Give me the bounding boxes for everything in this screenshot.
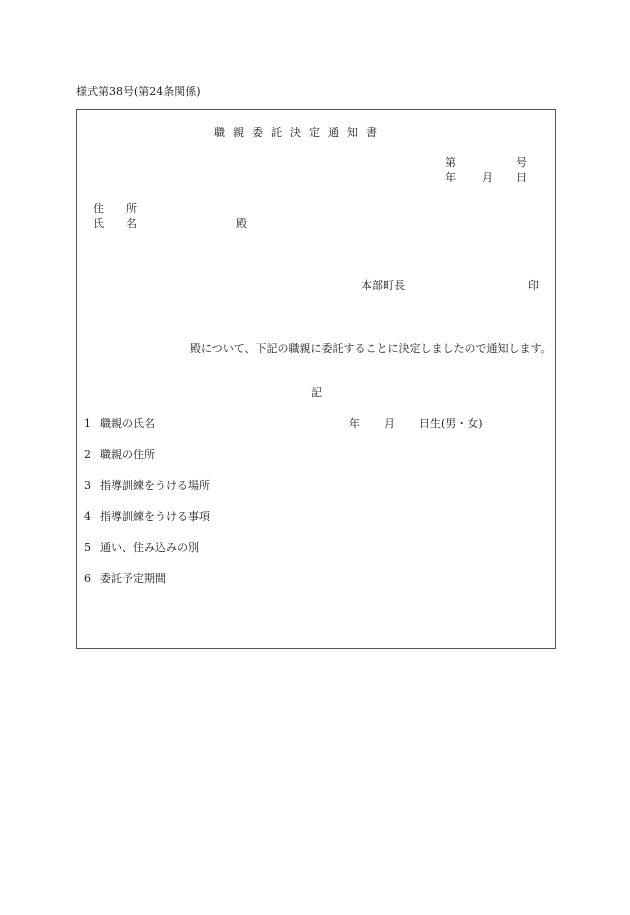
- notice-text: 殿について、下記の職親に委託することに決定しましたので通知します。: [190, 342, 552, 355]
- item-3-label: 指導訓練をうける場所: [100, 479, 210, 492]
- item-6-num: 6: [84, 572, 91, 585]
- name-label: 氏 名: [93, 217, 137, 230]
- document-title: 職親委託決定通知書: [214, 126, 385, 139]
- date-day: 日: [516, 171, 527, 184]
- form-label: 様式第38号(第24条関係): [76, 85, 201, 98]
- ki-heading: 記: [311, 386, 322, 399]
- issuer-title: 本部町長: [361, 279, 405, 292]
- item-3-num: 3: [84, 479, 91, 492]
- item-2-label: 職親の住所: [100, 448, 155, 461]
- seal-mark: 印: [528, 279, 539, 292]
- doc-number-go: 号: [516, 156, 527, 169]
- doc-number-dai: 第: [445, 156, 456, 169]
- item-1-year: 年: [349, 417, 360, 430]
- item-6-label: 委託予定期間: [100, 572, 166, 585]
- item-4-label: 指導訓練をうける事項: [100, 510, 210, 523]
- item-4-num: 4: [84, 510, 91, 523]
- item-5-num: 5: [84, 541, 91, 554]
- item-5-label: 通い、住み込みの別: [100, 541, 199, 554]
- item-1-label: 職親の氏名: [100, 417, 155, 430]
- address-label: 住 所: [93, 202, 137, 215]
- recipient-honorific: 殿: [236, 217, 247, 230]
- item-1-birth: 日生(男・女): [419, 417, 483, 430]
- date-year: 年: [445, 171, 456, 184]
- item-1-num: 1: [84, 417, 91, 430]
- form-frame: [76, 109, 556, 649]
- item-2-num: 2: [84, 448, 91, 461]
- item-1-month: 月: [384, 417, 395, 430]
- date-month: 月: [482, 171, 493, 184]
- notice-paragraph: [84, 340, 554, 357]
